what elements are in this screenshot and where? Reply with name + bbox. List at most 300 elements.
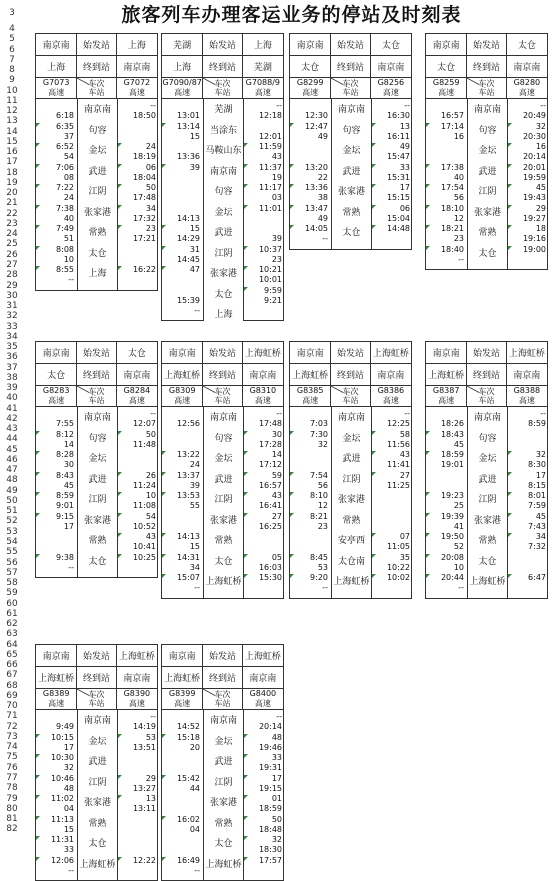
panel-header-terminal	[290, 56, 411, 78]
station-name: 太仓	[332, 228, 371, 239]
panel-header-origin	[162, 645, 283, 667]
green-comment-marker-icon	[290, 225, 294, 229]
green-comment-marker-icon	[426, 164, 430, 168]
panel-body	[290, 99, 411, 249]
green-comment-marker-icon	[118, 554, 122, 558]
station-name: 江阴	[204, 778, 243, 789]
time-left: 13:22	[176, 450, 200, 460]
train-no-cross-header	[466, 78, 506, 88]
time-left: 7:49	[56, 224, 74, 234]
terminal-right: 南京南	[513, 371, 541, 381]
panel-body	[426, 99, 547, 269]
time-right: 16:11	[386, 131, 410, 141]
green-comment-marker-icon	[290, 184, 294, 188]
terminal-right: 南京南	[123, 63, 151, 73]
time-right: --	[150, 712, 156, 721]
green-comment-marker-icon	[426, 574, 430, 578]
time-right: 14:48	[386, 224, 410, 234]
time-left: 13:36	[304, 183, 328, 193]
timetable-panel	[35, 341, 158, 578]
time-left: 15	[63, 824, 74, 834]
row-number: 70	[6, 701, 18, 712]
time-left: 14:52	[176, 722, 200, 732]
time-left: 38	[317, 193, 328, 203]
time-left: 15:07	[176, 573, 200, 583]
time-right: 16:41	[258, 501, 282, 511]
station-column	[77, 710, 118, 880]
green-comment-marker-icon	[118, 431, 122, 435]
time-left: 49	[317, 213, 328, 223]
time-left: 15	[189, 224, 200, 234]
time-left: 8:59	[56, 491, 74, 501]
green-comment-marker-icon	[118, 472, 122, 476]
train-code-left: G8299	[296, 78, 324, 87]
green-comment-marker-icon	[290, 574, 294, 578]
time-right: 32	[271, 835, 282, 845]
origin-right: 上海	[127, 41, 146, 51]
panel-train-codes	[426, 386, 547, 396]
green-comment-marker-icon	[290, 123, 294, 127]
panel-grade	[36, 699, 157, 710]
time-right: 29	[535, 203, 546, 213]
station-name: 江阴	[78, 187, 117, 198]
green-comment-marker-icon	[508, 492, 512, 496]
station-name: 南京南	[204, 413, 243, 424]
panel-train-codes	[290, 386, 411, 396]
row-number: 17	[6, 157, 18, 168]
green-comment-marker-icon	[426, 451, 430, 455]
time-left: 19:39	[440, 511, 464, 521]
station-name: 句容	[78, 434, 117, 445]
timetable-panel	[35, 33, 158, 291]
time-right: 15:15	[386, 193, 410, 203]
timetable-panel	[425, 33, 548, 270]
panel-header-origin	[290, 342, 411, 364]
time-left: 52	[453, 542, 464, 552]
green-comment-marker-icon	[36, 123, 40, 127]
panel-header-terminal	[290, 364, 411, 386]
time-left: 11:13	[50, 814, 74, 824]
time-right: 10:02	[386, 573, 410, 583]
time-right: 45	[535, 183, 546, 193]
time-left: 14:13	[176, 532, 200, 542]
station-name: 当涂东	[204, 126, 243, 137]
time-right: 12:22	[132, 855, 156, 865]
time-left: 7:38	[56, 203, 74, 213]
time-right: 17:21	[132, 234, 156, 244]
time-right: 05	[271, 552, 282, 562]
time-left: --	[194, 865, 200, 875]
panel-train-codes	[162, 386, 283, 396]
row-number: 51	[6, 506, 18, 517]
time-left: 9:49	[56, 722, 74, 732]
origin-left: 南京南	[42, 652, 70, 662]
panel-header-terminal	[36, 56, 157, 78]
panel-body	[36, 710, 157, 880]
station-label: 车站	[76, 396, 116, 406]
panel-header-terminal	[36, 667, 157, 689]
grade-left: 高速	[302, 396, 319, 405]
panel-body	[290, 407, 411, 598]
time-right: 32	[535, 450, 546, 460]
station-name: 太仓	[78, 839, 117, 850]
timetable-panel	[161, 33, 284, 321]
row-number: 33	[6, 321, 18, 332]
origin-right: 太仓	[127, 349, 146, 359]
time-left: 15:42	[176, 773, 200, 783]
station-name: 太仓	[78, 249, 117, 260]
terminal-right: 南京南	[513, 63, 541, 73]
station-name: 太仓	[204, 290, 243, 301]
terminal-right: 芜湖	[253, 63, 272, 73]
green-comment-marker-icon	[372, 184, 376, 188]
panel-header-origin	[162, 34, 283, 56]
green-comment-marker-icon	[426, 554, 430, 558]
row-number: 41	[6, 403, 18, 414]
origin-label: 始发站	[202, 342, 242, 363]
time-left: --	[68, 865, 74, 875]
green-comment-marker-icon	[118, 857, 122, 861]
time-left: 45	[453, 439, 464, 449]
time-right: 17:57	[258, 855, 282, 865]
station-name: 太仓	[204, 839, 243, 850]
time-right: 19	[271, 172, 282, 182]
time-right: 15:30	[258, 573, 282, 583]
time-left: 13:37	[176, 470, 200, 480]
time-right: --	[540, 409, 546, 418]
train-no-cross-header	[76, 78, 116, 88]
row-number: 4	[9, 24, 15, 34]
time-right: 18:59	[258, 804, 282, 814]
station-name: 武进	[78, 757, 117, 768]
train-code-right: G8284	[123, 386, 151, 395]
green-comment-marker-icon	[118, 492, 122, 496]
time-right: 06	[145, 162, 156, 172]
time-left: 47	[189, 265, 200, 275]
row-number: 13	[6, 116, 18, 127]
time-left: 17:38	[440, 162, 464, 172]
time-right: 15:31	[386, 172, 410, 182]
panel-train-codes	[162, 78, 283, 88]
time-right: 9:21	[264, 295, 282, 305]
origin-label: 始发站	[76, 342, 116, 363]
time-right: 20:01	[522, 162, 546, 172]
green-comment-marker-icon	[426, 205, 430, 209]
time-right: 19:16	[522, 234, 546, 244]
time-left: 12:30	[304, 111, 328, 121]
green-comment-marker-icon	[372, 431, 376, 435]
time-left: 6:18	[56, 111, 74, 121]
grade-right: 高速	[518, 88, 535, 97]
station-label: 车站	[202, 88, 242, 98]
grade-left: 高速	[302, 88, 319, 97]
train-code-right: G7088/9	[245, 78, 281, 87]
time-left: 18:26	[440, 419, 464, 429]
panel-grade	[290, 396, 411, 407]
row-number: 44	[6, 434, 18, 445]
row-number: 32	[6, 311, 18, 322]
origin-left: 芜湖	[173, 41, 192, 51]
row-number: 80	[6, 803, 18, 814]
terminal-label: 终到站	[76, 364, 116, 385]
panel-grade	[290, 88, 411, 99]
time-left: 19:23	[440, 491, 464, 501]
terminal-left: 上海虹桥	[428, 371, 465, 381]
time-left: 51	[63, 234, 74, 244]
station-name: 张家港	[204, 516, 243, 527]
time-right: 45	[535, 511, 546, 521]
time-left: 18:59	[440, 450, 464, 460]
time-left: 04	[63, 804, 74, 814]
row-number: 73	[6, 731, 18, 742]
time-left: 04	[189, 824, 200, 834]
row-number: 82	[6, 824, 18, 835]
green-comment-marker-icon	[162, 472, 166, 476]
station-column	[77, 99, 118, 290]
time-left: 8:55	[56, 265, 74, 275]
train-no-cross-header	[202, 78, 242, 88]
station-name: 金坛	[78, 146, 117, 157]
time-left: 08	[63, 172, 74, 182]
green-comment-marker-icon	[508, 451, 512, 455]
time-left: 10:15	[50, 732, 74, 742]
origin-label: 始发站	[466, 342, 506, 363]
time-right: 07	[399, 532, 410, 542]
origin-left: 南京南	[168, 349, 196, 359]
station-name: 金坛	[468, 146, 507, 157]
terminal-label: 终到站	[330, 364, 370, 385]
green-comment-marker-icon	[244, 836, 248, 840]
panel-body	[162, 710, 283, 880]
train-code-left: G8283	[42, 386, 70, 395]
grade-left: 高速	[174, 88, 191, 97]
station-name: 张家港	[78, 798, 117, 809]
time-right: 17	[399, 183, 410, 193]
time-right: 33	[399, 162, 410, 172]
time-right: 34	[145, 203, 156, 213]
station-column	[203, 407, 244, 598]
station-name: 武进	[332, 454, 371, 465]
green-comment-marker-icon	[508, 205, 512, 209]
row-number: 21	[6, 198, 18, 209]
time-right: 12:25	[386, 419, 410, 429]
station-name: 上海	[204, 310, 243, 321]
row-number: 50	[6, 495, 18, 506]
time-right: 19:59	[522, 172, 546, 182]
origin-label: 始发站	[76, 645, 116, 666]
time-left: --	[68, 275, 74, 285]
time-right: 10:21	[258, 265, 282, 275]
station-name: 常熟	[204, 536, 243, 547]
row-number: 46	[6, 454, 18, 465]
row-number: 58	[6, 578, 18, 589]
row-number: 59	[6, 588, 18, 599]
station-name: 金坛	[204, 208, 243, 219]
time-right: 11:25	[386, 480, 410, 490]
panel-grade	[162, 88, 283, 99]
grade-right: 高速	[382, 88, 399, 97]
station-name: 太仓	[468, 557, 507, 568]
terminal-label: 终到站	[202, 56, 242, 77]
green-comment-marker-icon	[118, 513, 122, 517]
row-number: 10	[6, 85, 18, 96]
time-right: 59	[271, 470, 282, 480]
time-right: 8:30	[528, 460, 546, 470]
panel-grade	[162, 699, 283, 710]
green-comment-marker-icon	[244, 795, 248, 799]
station-name: 常熟	[468, 536, 507, 547]
time-right: 06	[399, 203, 410, 213]
green-comment-marker-icon	[426, 225, 430, 229]
green-comment-marker-icon	[162, 574, 166, 578]
panel-header-terminal	[36, 364, 157, 386]
row-number: 78	[6, 783, 18, 794]
row-number: 14	[6, 126, 18, 137]
panel-header-origin	[290, 34, 411, 56]
time-right: 10:41	[132, 542, 156, 552]
train-no-label: 车次	[214, 689, 231, 699]
station-name: 张家港	[468, 208, 507, 219]
time-left: 32	[317, 439, 328, 449]
green-comment-marker-icon	[118, 143, 122, 147]
panel-grade	[426, 88, 547, 99]
terminal-label: 终到站	[202, 364, 242, 385]
time-left: 7:06	[56, 162, 74, 172]
row-number: 15	[6, 136, 18, 147]
station-name: 常熟	[78, 819, 117, 830]
panel-body	[426, 407, 547, 598]
green-comment-marker-icon	[508, 143, 512, 147]
time-left: 15	[189, 131, 200, 141]
green-comment-marker-icon	[426, 513, 430, 517]
time-left: 24	[189, 460, 200, 470]
time-right: 17:28	[258, 439, 282, 449]
row-number: 76	[6, 762, 18, 773]
terminal-label: 终到站	[76, 667, 116, 688]
grade-right: 高速	[254, 699, 271, 708]
row-number: 62	[6, 619, 18, 630]
origin-right: 上海	[253, 41, 272, 51]
station-name: 上海虹桥	[469, 577, 506, 588]
station-name: 金坛	[204, 454, 243, 465]
terminal-label: 终到站	[76, 56, 116, 77]
green-comment-marker-icon	[244, 775, 248, 779]
green-comment-marker-icon	[508, 513, 512, 517]
time-left: 17:14	[440, 121, 464, 131]
green-comment-marker-icon	[372, 574, 376, 578]
time-left: 23	[317, 521, 328, 531]
time-right: 20:14	[522, 152, 546, 162]
row-number: 20	[6, 188, 18, 199]
grade-left: 高速	[174, 396, 191, 405]
green-comment-marker-icon	[162, 123, 166, 127]
time-left: 32	[63, 763, 74, 773]
station-name: 金坛	[78, 454, 117, 465]
time-right: 54	[145, 511, 156, 521]
row-number: 9	[9, 75, 15, 86]
origin-label: 始发站	[330, 34, 370, 55]
green-comment-marker-icon	[290, 513, 294, 517]
train-no-label: 车次	[342, 78, 359, 88]
time-left: 14	[63, 439, 74, 449]
time-right: 19:27	[522, 213, 546, 223]
row-number: 72	[6, 721, 18, 732]
origin-right: 上海虹桥	[244, 349, 281, 359]
green-comment-marker-icon	[244, 554, 248, 558]
time-left: 14:05	[304, 224, 328, 234]
time-left: 6:35	[56, 121, 74, 131]
time-right: 7:32	[528, 542, 546, 552]
time-left: 8:21	[310, 511, 328, 521]
row-number-column	[0, 0, 24, 856]
station-name: 武进	[78, 167, 117, 178]
time-right: 23	[271, 254, 282, 264]
panel-grade	[36, 88, 157, 99]
station-name: 常熟	[332, 516, 371, 527]
green-comment-marker-icon	[244, 754, 248, 758]
time-left: --	[458, 583, 464, 593]
green-comment-marker-icon	[36, 143, 40, 147]
row-number: 81	[6, 814, 18, 825]
time-right: 17:48	[132, 193, 156, 203]
station-name: 武进	[204, 757, 243, 768]
time-left: 10:46	[50, 773, 74, 783]
train-no-cross-header	[202, 689, 242, 699]
station-name: 张家港	[204, 798, 243, 809]
green-comment-marker-icon	[244, 816, 248, 820]
station-name: 张家港	[332, 187, 371, 198]
train-code-left: G8399	[168, 689, 196, 698]
time-left: 10:30	[50, 753, 74, 763]
time-right: 43	[271, 152, 282, 162]
station-name: 张家港	[78, 516, 117, 527]
station-name: 常熟	[332, 208, 371, 219]
time-left: 13:47	[304, 203, 328, 213]
time-right: 17:48	[258, 419, 282, 429]
time-right: 13:11	[132, 804, 156, 814]
green-comment-marker-icon	[290, 554, 294, 558]
origin-left: 南京南	[42, 41, 70, 51]
origin-label: 始发站	[76, 34, 116, 55]
timetable-panel	[35, 644, 158, 881]
panel-body	[36, 99, 157, 290]
time-right: 20:14	[258, 722, 282, 732]
time-right: 13	[145, 794, 156, 804]
row-number: 30	[6, 290, 18, 301]
station-name: 常熟	[78, 228, 117, 239]
time-right: 17	[535, 470, 546, 480]
station-name: 江阴	[468, 495, 507, 506]
train-code-right: G8310	[249, 386, 277, 395]
panel-train-codes	[36, 386, 157, 396]
time-right: 53	[145, 732, 156, 742]
station-column	[203, 99, 244, 320]
time-left: 33	[63, 845, 74, 855]
time-left: 15	[189, 542, 200, 552]
time-right: 15:47	[386, 152, 410, 162]
row-number: 6	[9, 44, 15, 55]
origin-right: 上海虹桥	[244, 652, 281, 662]
green-comment-marker-icon	[118, 184, 122, 188]
train-code-right: G8390	[123, 689, 151, 698]
time-right: 19:43	[522, 193, 546, 203]
time-left: 9:38	[56, 552, 74, 562]
green-comment-marker-icon	[244, 492, 248, 496]
row-number: 43	[6, 424, 18, 435]
origin-label: 始发站	[466, 34, 506, 55]
time-right: 20:30	[522, 131, 546, 141]
time-left: 8:08	[56, 244, 74, 254]
